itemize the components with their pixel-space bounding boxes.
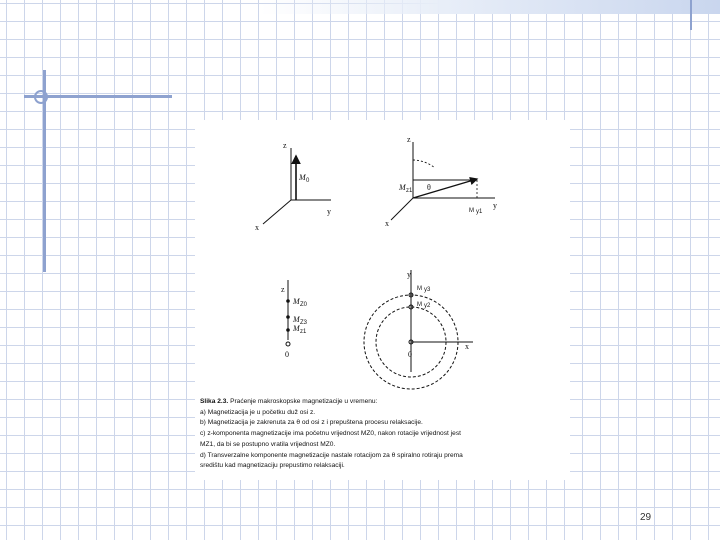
top-gradient-band bbox=[260, 0, 720, 14]
my3-sub: y3 bbox=[424, 287, 431, 293]
point-mz1 bbox=[286, 328, 290, 332]
caption-line-d1: d) Transverzalne komponente magnetizacije nastale rotacijom za θ spiralno rotiraju prema bbox=[200, 451, 463, 459]
mz0-label: M bbox=[293, 297, 300, 306]
axis-x-line bbox=[263, 200, 291, 224]
decor-ring bbox=[34, 90, 48, 104]
vector-m0-label: M bbox=[299, 173, 306, 182]
axis-z-label: z bbox=[281, 285, 285, 294]
axis-y-label: y bbox=[407, 270, 411, 279]
axis-y-label: y bbox=[493, 201, 497, 210]
diagram-c bbox=[281, 280, 308, 359]
axis-x-label: x bbox=[255, 223, 259, 232]
caption-title-line bbox=[200, 397, 566, 408]
page-number: 29 bbox=[640, 512, 652, 523]
mz1-sub: z1 bbox=[406, 188, 413, 194]
mz1-label: M bbox=[399, 183, 406, 192]
caption-line-c2: MZ1, da bi se postupno vratila vrijednost MZ0. bbox=[200, 440, 336, 448]
diagram-a bbox=[255, 141, 331, 232]
vector-m0-sub: 0 bbox=[306, 178, 310, 184]
figure-caption bbox=[200, 397, 566, 472]
theta-label: θ bbox=[427, 183, 431, 192]
axis-z-label: z bbox=[283, 141, 287, 150]
axis-z-label: z bbox=[407, 135, 411, 144]
axis-x-label: x bbox=[385, 219, 389, 228]
origin-label: 0 bbox=[408, 350, 412, 359]
decor-corner-line bbox=[690, 0, 692, 30]
figure-label: Slika 2.3. bbox=[200, 398, 229, 405]
my1-sub: y1 bbox=[476, 209, 483, 215]
my3-label: M bbox=[417, 286, 422, 292]
origin-label: 0 bbox=[285, 350, 289, 359]
diagram-b bbox=[385, 135, 497, 228]
caption-line-d2: središtu kad magnetizaciju prepustimo relaksaciji. bbox=[200, 462, 345, 470]
axis-x-label: x bbox=[465, 342, 469, 351]
diagram-d bbox=[364, 270, 473, 389]
theta-arc bbox=[413, 160, 435, 168]
my2-sub: y2 bbox=[424, 303, 431, 309]
mz1-sub: z1 bbox=[300, 329, 307, 335]
rotated-vector bbox=[413, 179, 477, 198]
mz3-sub: Z3 bbox=[300, 320, 308, 326]
origin-dot bbox=[286, 342, 290, 346]
caption-title: Praćenje makroskopske magnetizacije u vremenu: bbox=[230, 398, 378, 405]
my1-label: M bbox=[469, 208, 474, 214]
my2-label: M bbox=[417, 302, 422, 308]
caption-line-c1: c) z-komponenta magnetizacije ima početnu vrijednost MZ0, nakon rotacije vrijednost jest bbox=[200, 430, 461, 438]
axis-y-label: y bbox=[327, 207, 331, 216]
caption-line-a: a) Magnetizacija je u početku duž osi z. bbox=[200, 408, 316, 416]
axis-x-line bbox=[391, 198, 413, 220]
caption-line-b: b) Magnetizacija je zakrenuta za θ od osi z i prepuštena procesu relaksacije. bbox=[200, 419, 423, 427]
mz0-sub: Z0 bbox=[300, 302, 308, 308]
mz3-label: M bbox=[293, 315, 300, 324]
point-mz0 bbox=[286, 299, 290, 303]
mz1-label: M bbox=[293, 324, 300, 333]
point-mz3 bbox=[286, 315, 290, 319]
